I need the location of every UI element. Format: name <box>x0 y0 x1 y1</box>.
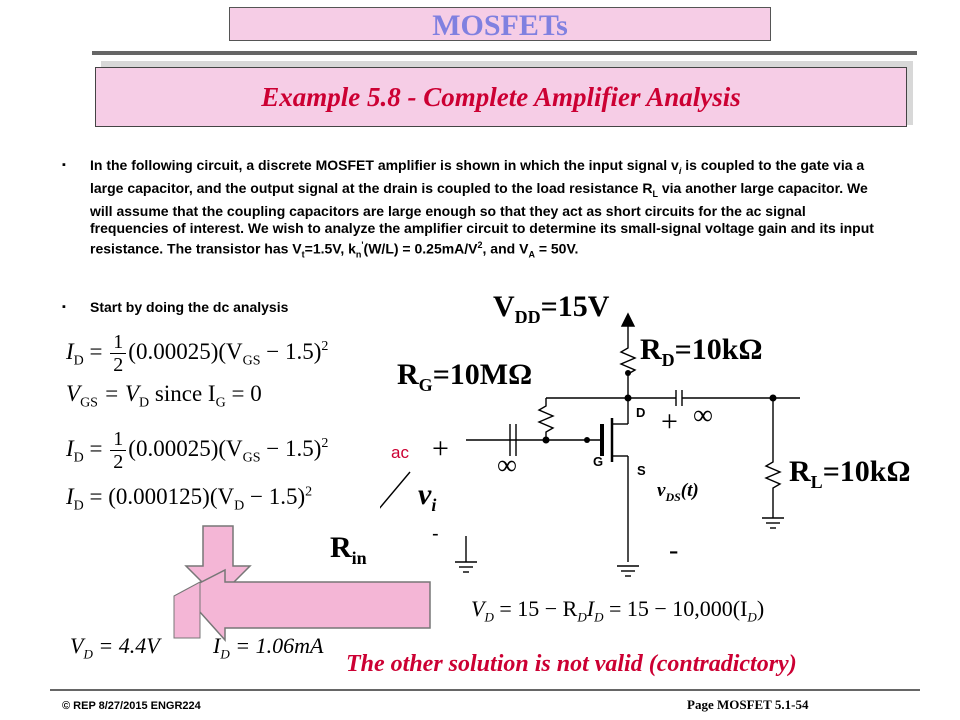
bullet-marker: ▪ <box>62 159 66 171</box>
node-dot <box>584 437 590 443</box>
para-sub: i <box>678 165 682 176</box>
fraction: $\frac{1}{2}$ <box>110 331 126 376</box>
para-sub: L <box>652 188 658 199</box>
para-text: (W/L) = 0.25mA/V <box>363 241 478 258</box>
rg-resistor <box>539 398 553 440</box>
para-text: , and V <box>482 241 529 258</box>
footer-rule <box>50 689 920 691</box>
para-sup: ' <box>361 240 364 251</box>
equation-2: $V_{GS} = V_D$ since $I_G = 0$ <box>66 381 262 411</box>
rin-pointer <box>380 472 410 522</box>
page-number: Page MOSFET 5.1-54 <box>687 697 809 712</box>
equation-4: $I_D = (0.000125)(V_D - 1.5)^2$ <box>66 484 313 514</box>
rl-resistor <box>766 458 780 518</box>
para-sub: n <box>355 249 362 260</box>
vdd-label: $V_{DD}=15V$ <box>493 290 610 327</box>
topic-banner <box>229 7 771 41</box>
contradiction-note: The other solution is not valid (contradictory) <box>346 651 797 677</box>
para-text: via another large capacitor. We will assume that the coupling capacitors are large enough so that they act as short circuits for the ac signal frequencies of interest. We wish to analyze the amplifier circuit to determine its small-signal voltage gain and its input resistance. The transistor has V <box>90 180 874 258</box>
vdd-arrow <box>622 314 634 326</box>
vi-minus: - <box>432 523 439 545</box>
node-dot <box>543 437 550 444</box>
rl-label: $R_L=10k\Omega$ <box>789 455 911 492</box>
ac-label: ac <box>391 443 409 462</box>
fraction: $\frac{1}{2}$ <box>110 428 126 473</box>
rd-label: $R_D=10k\Omega$ <box>640 333 763 370</box>
vds-plus: + <box>661 405 678 438</box>
gate-label: G <box>593 454 604 469</box>
para-text: = 50V. <box>534 241 579 258</box>
footer-copyright: © REP 8/27/2015 ENGR224 <box>62 700 201 712</box>
input-cap-infinity: ∞ <box>497 450 517 481</box>
corner-arrow <box>174 582 200 638</box>
source-label: S <box>637 463 646 478</box>
equation-3: $I_D$ = $\frac{1}{2}$ $(0.00025)(V_{GS} - 1.5)^2$ <box>66 428 329 473</box>
vd-equation: $V_D = 15 - R_DI_D = 15 - 10,000(I_D)$ <box>471 596 765 625</box>
vi-label: $v_i$ <box>418 478 437 515</box>
node-dot <box>770 395 777 402</box>
rg-label: $R_G=10M\Omega$ <box>397 358 533 395</box>
drain-label: D <box>636 405 646 420</box>
dc-analysis-bullet: Start by doing the dc analysis <box>90 299 289 315</box>
node-dot <box>625 395 632 402</box>
vds-label: $v_{DS}(t)$ <box>657 480 699 504</box>
header-rule <box>92 51 917 55</box>
para-sup: 2 <box>477 240 483 251</box>
output-cap-infinity: ∞ <box>693 400 713 431</box>
para-text: =1.5V, k <box>304 241 356 258</box>
vi-plus: + <box>432 432 449 465</box>
title-box <box>95 67 907 127</box>
para-text: is coupled to the gate via a large capacitor, and the output signal at the drain is coupled to the load resistance R <box>90 157 865 196</box>
bullet-marker: ▪ <box>62 301 66 313</box>
problem-paragraph <box>90 157 880 264</box>
id-result: $I_D = 1.06mA$ <box>213 633 324 662</box>
para-text: In the following circuit, a discrete MOSFET amplifier is shown in which the input signal v <box>90 157 679 173</box>
para-sub: A <box>528 249 535 260</box>
equation-1: $I_D$ = $\frac{1}{2}$ $(0.00025)(V_{GS} - 1.5)^2$ <box>66 331 329 376</box>
node-dot <box>625 370 631 376</box>
slide-title: Example 5.8 - Complete Amplifier Analysis <box>261 82 741 112</box>
para-sub: t <box>301 249 305 260</box>
vds-minus: - <box>669 535 679 566</box>
vd-result: $V_D = 4.4V$ <box>70 633 160 662</box>
topic-title: MOSFETs <box>432 9 568 42</box>
rin-label: $R_{in}$ <box>330 531 367 568</box>
